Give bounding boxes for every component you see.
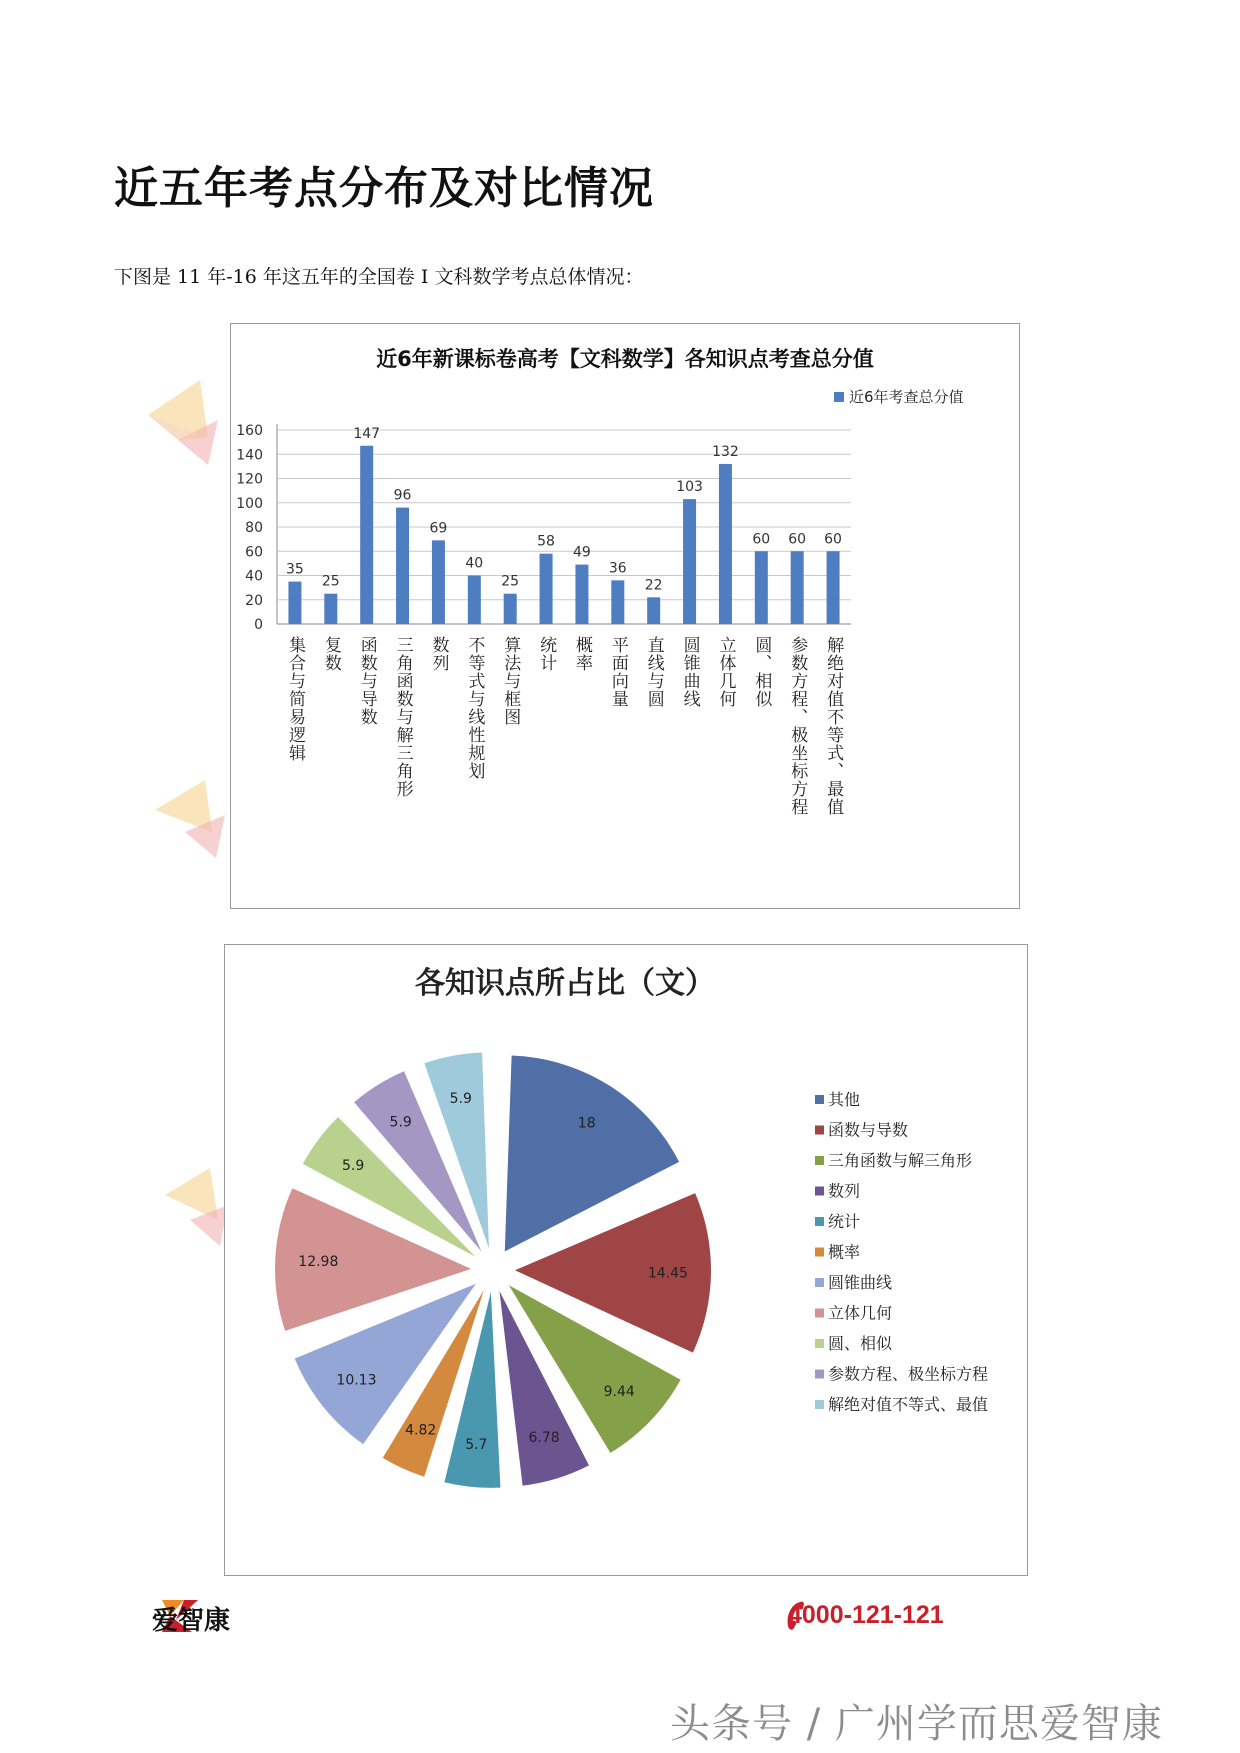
x-category-label: 三角函数与解三角形 [392,636,413,798]
bar-value-label: 22 [644,577,663,594]
legend-label: 立体几何 [828,1303,893,1323]
watermark-text: 头条号 / 广州学而思爱智康 [670,1701,1163,1747]
bar [288,582,301,624]
y-tick-label: 40 [245,568,263,585]
x-category-label: 平面向量 [607,636,628,708]
pie-chart [225,945,1027,1575]
y-tick-label: 100 [236,495,263,512]
y-tick-label: 60 [245,544,263,561]
x-category-label: 圆、相似 [751,636,772,708]
bar-value-label: 25 [501,573,520,590]
legend-swatch [815,1126,824,1135]
y-tick-label: 140 [236,447,263,464]
legend-label: 数列 [828,1181,861,1201]
bar [468,576,481,625]
bar [396,508,409,624]
legend-label: 三角函数与解三角形 [828,1151,973,1170]
legend-swatch [815,1156,824,1165]
legend-label: 圆锥曲线 [828,1273,893,1292]
x-category-label: 不等式与线性规划 [464,636,485,780]
x-category-label: 解绝对值不等式、最值 [823,636,844,816]
bar [432,540,445,624]
legend-swatch [815,1400,824,1409]
bar-chart-frame [230,323,1020,909]
legend-label: 统计 [828,1212,861,1231]
legend-swatch [815,1339,824,1348]
y-tick-label: 80 [245,520,263,536]
pie-chart-title: 各知识点所占比（文） [415,966,715,1001]
legend-swatch [815,1248,824,1257]
decorative-shape [160,1150,230,1250]
phone-number: 4000-121-121 [788,1601,944,1629]
x-category-label: 统计 [536,636,557,672]
bar [611,580,624,624]
x-category-label: 算法与框图 [500,636,521,726]
x-category-label: 集合与简易逻辑 [284,636,305,762]
bar-value-label: 60 [752,531,771,548]
x-category-label: 函数与导数 [356,636,377,726]
bar [504,594,517,624]
bar [647,597,660,624]
decorative-shape [138,360,228,470]
bar-value-label: 40 [465,555,484,572]
intro-text: 下图是 11 年-16 年这五年的全国卷 I 文科数学考点总体情况： [114,266,644,288]
bar [575,565,588,624]
pie-slice-label: 4.82 [405,1422,437,1439]
legend-label: 概率 [828,1242,861,1262]
bar-value-label: 69 [429,520,448,537]
legend-swatch [815,1309,824,1318]
legend-label: 参数方程、极坐标方程 [828,1364,989,1384]
bar [827,551,840,624]
legend-swatch [834,392,844,402]
pie-slice-label: 9.44 [603,1384,635,1401]
legend-swatch [815,1187,824,1196]
x-category-label: 圆锥曲线 [679,636,700,708]
legend-label: 函数与导数 [828,1120,909,1140]
bar [540,554,553,624]
bar [791,551,804,624]
y-tick-label: 20 [245,592,263,609]
legend-label: 解绝对值不等式、最值 [828,1395,989,1414]
bar-value-label: 60 [824,531,842,548]
y-tick-label: 160 [236,423,263,439]
bar-chart-title: 近6年新课标卷高考【文科数学】各知识点考查总分值 [376,347,874,371]
legend-label: 其他 [828,1090,861,1109]
bar [755,551,768,624]
pie-slice-label: 5.9 [342,1157,365,1174]
page-title: 近五年考点分布及对比情况 [114,163,654,214]
legend-swatch [815,1095,824,1104]
x-category-label: 参数方程、极坐标方程 [787,636,808,816]
legend-swatch [815,1370,824,1379]
bar-value-label: 25 [321,573,340,590]
bar [719,464,732,624]
bar [683,499,696,624]
x-category-label: 数列 [428,636,449,672]
legend-label: 圆、相似 [828,1334,893,1353]
y-tick-label: 120 [236,471,263,488]
x-category-label: 概率 [571,636,592,672]
bar-value-label: 60 [788,531,807,548]
bar-value-label: 103 [676,479,703,496]
bar [360,446,373,624]
bar-value-label: 35 [286,561,304,578]
x-category-label: 直线与圆 [643,636,664,708]
bar-chart [231,324,1019,908]
legend-swatch [815,1278,824,1287]
legend-swatch [815,1217,824,1226]
bar-value-label: 147 [353,425,381,442]
pie-slice-label: 5.7 [465,1437,488,1454]
legend-label: 近6年考查总分值 [849,388,964,406]
y-tick-label: 0 [254,617,263,633]
bar-value-label: 132 [712,443,739,460]
bar-value-label: 36 [608,560,627,577]
bar [324,594,337,624]
x-category-label: 立体几何 [715,636,736,708]
pie-slice-label: 12.98 [298,1254,339,1271]
pie-slice-label: 6.78 [528,1430,560,1447]
decorative-shape [150,760,230,860]
pie-slice-label: 10.13 [336,1372,377,1389]
pie-slice-label: 5.9 [449,1091,472,1108]
x-category-label: 复数 [320,636,341,672]
pie-slice-label: 5.9 [389,1114,412,1131]
bar-value-label: 58 [537,533,555,550]
pie-slice-label: 18 [577,1115,596,1132]
brand-name: 爱智康 [152,1606,231,1636]
bar-value-label: 49 [573,544,591,561]
pie-chart-frame [224,944,1028,1576]
bar-value-label: 96 [393,487,412,504]
pie-slice-label: 14.45 [647,1265,688,1282]
